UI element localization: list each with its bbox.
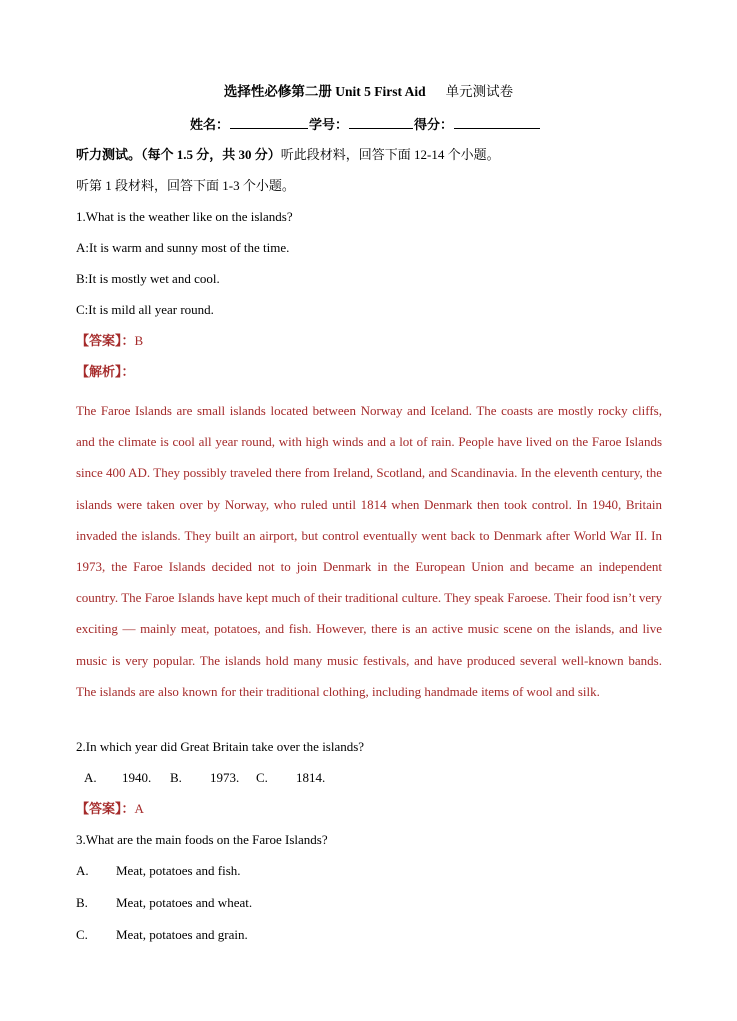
q1-option-c: C:It is mild all year round. [76,302,214,317]
score-label: 得分： [414,117,454,132]
q1-question: 1.What is the weather like on the islands? [76,209,293,224]
name-field[interactable] [230,116,308,129]
q3-option-c: Meat, potatoes and grain. [116,927,248,942]
material-intro: 听第 1 段材料，回答下面 1-3 个小题。 [76,178,295,193]
q3-option-a-row [76,863,241,879]
q1-analysis-label [76,364,135,380]
q2-options [84,770,325,786]
q3-option-a: Meat, potatoes and fish. [116,863,241,878]
q2-option-a: 1940. [122,770,152,785]
student-info-line [190,114,541,133]
q2-option-c: 1814. [296,770,326,785]
page-title [0,80,737,100]
analysis-paragraph [76,395,662,707]
q2-option-b: 1973. [210,770,240,785]
q2-answer-value: A [134,801,144,816]
q1-answer-label: 【答案】： [76,333,135,348]
section-heading-rest: 听此段材料，回答下面 12-14 个小题。 [280,147,500,162]
q3-option-c-row [76,927,248,943]
name-label: 姓名： [190,117,230,132]
section-heading [76,147,500,163]
q1-answer [76,333,143,349]
q2-option-c-label: C. [256,770,268,785]
title-suffix: 单元测试卷 [445,84,514,99]
q3-option-b-label: B. [76,895,88,910]
analysis-text: The Faroe Islands are small islands located between Norway and Iceland. The coasts are mostly rocky cliffs, and the climate is cool all year round, with high winds and a lot of rain. People have lived on the Faroe Islands since 400 AD. They possibly traveled there from Ireland, Scotland, and Scandinavia. In the eleventh century, the islands were taken over by Norway, who ruled until 1814 when Denmark then took control. In 1940, Britain invaded the islands. They built an airport, but control eventually went back to Denmark after World War II. In 1973, the Faroe Islands decided not to join Denmark in the European Union and became an independent country. The Faroe Islands have kept much of their traditional culture. They speak Faroese. Their food isn’t very exciting — mainly meat, potatoes, and fish. However, there is an active music scene on the islands, and live music is very popular. The islands hold many music festivals, and have produced several well-known bands. The islands are also known for their traditional clothing, including handmade items of wool and silk. [76,403,662,699]
q2-answer [76,801,144,817]
id-field[interactable] [349,116,413,129]
q2-option-a-label: A. [84,770,97,785]
q2-answer-label: 【答案】： [76,801,135,816]
q1-answer-value: B [134,333,144,348]
q2-option-b-label: B. [170,770,182,785]
section-heading-bold: 听力测试。（每个 1.5 分，共 30 分） [76,147,281,162]
q3-question: 3.What are the main foods on the Faroe Islands? [76,832,328,847]
q3-option-a-label: A. [76,863,89,878]
q3-option-c-label: C. [76,927,88,942]
q1-option-a: A:It is warm and sunny most of the time. [76,240,290,255]
score-field[interactable] [454,116,540,129]
q3-option-b-row [76,895,252,911]
id-label: 学号： [309,117,349,132]
q1-option-b: B:It is mostly wet and cool. [76,271,220,286]
q3-option-b: Meat, potatoes and wheat. [116,895,253,910]
q2-question: 2.In which year did Great Britain take over the islands? [76,739,365,754]
analysis-label-text: 【解析】： [76,364,135,379]
title-main: 选择性必修第二册 Unit 5 First Aid [223,84,426,99]
